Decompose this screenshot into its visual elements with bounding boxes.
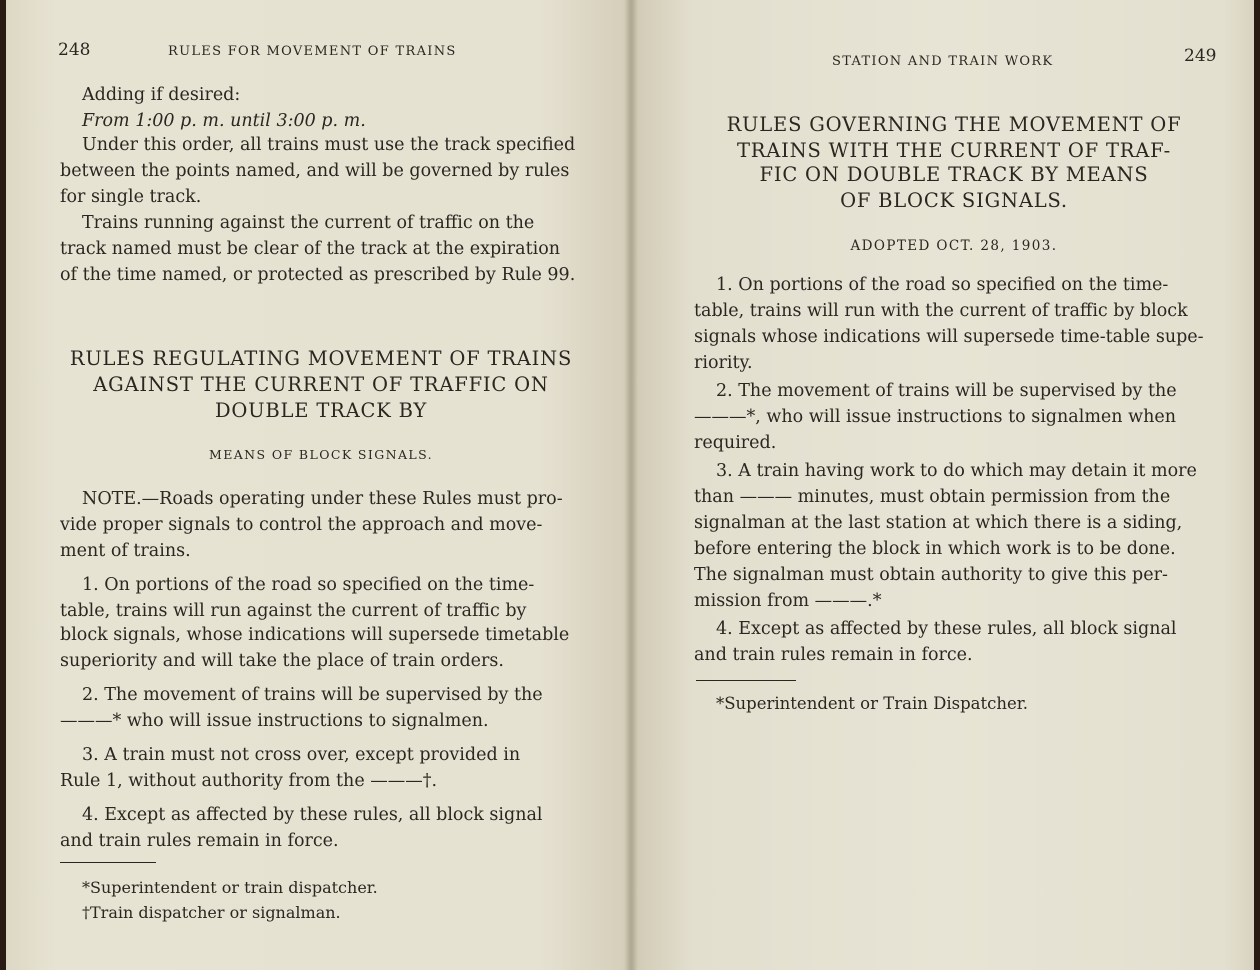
rule-line: riority. (694, 353, 753, 373)
left-heading-line: DOUBLE TRACK BY (214, 399, 428, 422)
note-line: vide proper signals to control the approach and move- (60, 515, 543, 535)
left-page-number: 248 (58, 40, 91, 60)
rule-line: The signalman must obtain authority to give this per- (694, 565, 1168, 585)
rule-line: block signals, whose indications will supersede timetable (60, 625, 570, 645)
note-line: ment of trains. (60, 541, 191, 561)
rule-line: mission from ———.* (694, 591, 882, 611)
right-page-number: 249 (1184, 46, 1217, 66)
rule-line: 4. Except as affected by these rules, all block signal (716, 619, 1177, 639)
left-running-head: RULES FOR MOVEMENT OF TRAINS (168, 44, 457, 59)
note-line: NOTE.—Roads operating under these Rules must pro- (82, 489, 563, 509)
rule-line: 2. The movement of trains will be supervised by the (82, 685, 543, 705)
footnote-divider (60, 862, 156, 863)
text-line: track named must be clear of the track at the expiration (60, 239, 561, 259)
right-heading-line: TRAINS WITH THE CURRENT OF TRAF- (736, 139, 1172, 162)
footnote: *Superintendent or train dispatcher. (82, 878, 378, 897)
rule-line: signalman at the last station at which there is a siding, (694, 513, 1183, 533)
text-line: between the points named, and will be governed by rules (60, 161, 570, 181)
rule-line: Rule 1, without authority from the ———†. (60, 771, 438, 791)
left-subheading: MEANS OF BLOCK SIGNALS. (209, 447, 433, 462)
left-heading-line: AGAINST THE CURRENT OF TRAFFIC ON (93, 373, 549, 396)
rule-line: table, trains will run with the current of traffic by block (694, 301, 1188, 321)
rule-line: 1. On portions of the road so specified on the time- (82, 575, 535, 595)
text-line: Trains running against the current of traffic on the (82, 213, 535, 233)
footnote: †Train dispatcher or signalman. (82, 903, 341, 922)
text-line: for single track. (60, 187, 202, 207)
rule-line: 2. The movement of trains will be supervised by the (716, 381, 1177, 401)
adopted-date: ADOPTED OCT. 28, 1903. (850, 238, 1058, 254)
rule-line: 4. Except as affected by these rules, all block signal (82, 805, 543, 825)
rule-line: and train rules remain in force. (60, 831, 339, 851)
rule-line: 1. On portions of the road so specified on the time- (716, 275, 1169, 295)
rule-line: 3. A train must not cross over, except provided in (82, 745, 521, 765)
rule-line: and train rules remain in force. (694, 645, 973, 665)
rule-line: table, trains will run against the current of traffic by (60, 601, 527, 621)
rule-line: signals whose indications will supersede time-table supe- (694, 327, 1204, 347)
right-heading-line: RULES GOVERNING THE MOVEMENT OF (726, 113, 1182, 136)
text-line: of the time named, or protected as prescribed by Rule 99. (60, 265, 576, 285)
rule-line: superiority and will take the place of train orders. (60, 651, 504, 671)
rule-line: than ——— minutes, must obtain permission from the (694, 487, 1171, 507)
rule-line: before entering the block in which work is to be done. (694, 539, 1176, 559)
text-line-italic: From 1:00 p. m. until 3:00 p. m. (82, 111, 366, 131)
left-heading-line: RULES REGULATING MOVEMENT OF TRAINS (69, 347, 573, 370)
book-gutter (624, 0, 638, 970)
rule-line: 3. A train having work to do which may detain it more (716, 461, 1197, 481)
rule-line: ———* who will issue instructions to signalmen. (60, 711, 489, 731)
rule-line: ———*, who will issue instructions to signalmen when (694, 407, 1176, 427)
right-running-head: STATION AND TRAIN WORK (832, 54, 1054, 69)
right-heading-line: OF BLOCK SIGNALS. (840, 189, 1068, 212)
footnote-divider (696, 680, 796, 681)
right-heading-line: FIC ON DOUBLE TRACK BY MEANS (759, 163, 1149, 186)
rule-line: required. (694, 433, 777, 453)
footnote: *Superintendent or Train Dispatcher. (716, 694, 1029, 713)
text-line: Under this order, all trains must use the track specified (82, 135, 576, 155)
text-line: Adding if desired: (82, 85, 241, 105)
